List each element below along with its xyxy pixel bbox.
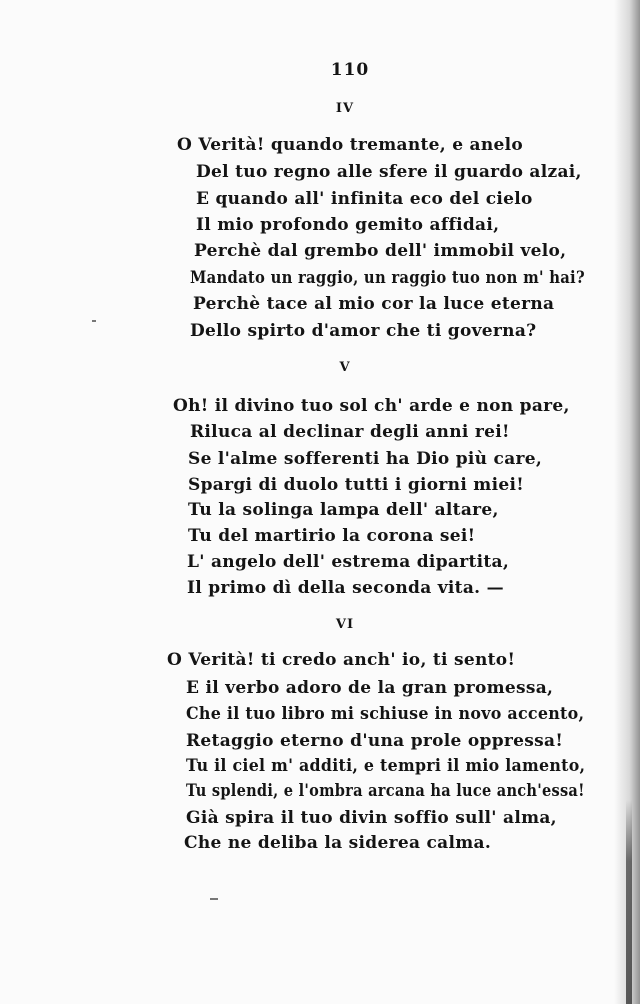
verse-line: Il mio profondo gemito affidai, xyxy=(196,215,500,235)
verse-line: Perchè dal grembo dell' immobil velo, xyxy=(194,241,567,261)
verse-line: Tu il ciel m' additi, e tempri il mio lamento, xyxy=(186,756,586,776)
section-numeral-v: V xyxy=(339,360,351,375)
section-numeral-iv: IV xyxy=(335,101,355,116)
verse-line: Dello spirto d'amor che ti governa? xyxy=(190,321,537,341)
verse-line: Tu splendi, e l'ombra arcana ha luce anch'essa! xyxy=(186,781,585,801)
binding-shadow xyxy=(626,800,632,1004)
verse-line: Perchè tace al mio cor la luce eterna xyxy=(193,294,555,314)
verse-line: Tu del martirio la corona sei! xyxy=(188,526,476,546)
ink-speck xyxy=(210,898,218,900)
verse-line: Già spira il tuo divin soffio sull' alma, xyxy=(186,808,557,828)
verse-line: Spargi di duolo tutti i giorni miei! xyxy=(188,475,524,495)
verse-line: O Verità! quando tremante, e anelo xyxy=(177,135,524,155)
verse-line: Se l'alme sofferenti ha Dio più care, xyxy=(188,449,543,469)
verse-line: Che ne deliba la siderea calma. xyxy=(184,833,492,853)
verse-line: Del tuo regno alle sfere il guardo alzai, xyxy=(196,162,582,182)
verse-line: Il primo dì della seconda vita. — xyxy=(187,578,504,598)
verse-line: Retaggio eterno d'una prole oppressa! xyxy=(186,731,564,751)
page-number: 110 xyxy=(330,60,370,80)
verse-line: E il verbo adoro de la gran promessa, xyxy=(186,678,554,698)
verse-line: E quando all' infinita eco del cielo xyxy=(196,189,533,209)
ink-speck xyxy=(92,320,96,322)
verse-line: L' angelo dell' estrema dipartita, xyxy=(187,552,510,572)
verse-line: Tu la solinga lampa dell' altare, xyxy=(188,500,499,520)
verse-line: Mandato un raggio, un raggio tuo non m' hai? xyxy=(190,268,585,288)
section-numeral-vi: VI xyxy=(335,617,355,632)
verse-line: Che il tuo libro mi schiuse in novo accento, xyxy=(186,704,585,724)
verse-line: Oh! il divino tuo sol ch' arde e non pare, xyxy=(173,396,570,416)
verse-line: O Verità! ti credo anch' io, ti sento! xyxy=(167,650,516,670)
verse-line: Riluca al declinar degli anni rei! xyxy=(190,422,510,442)
